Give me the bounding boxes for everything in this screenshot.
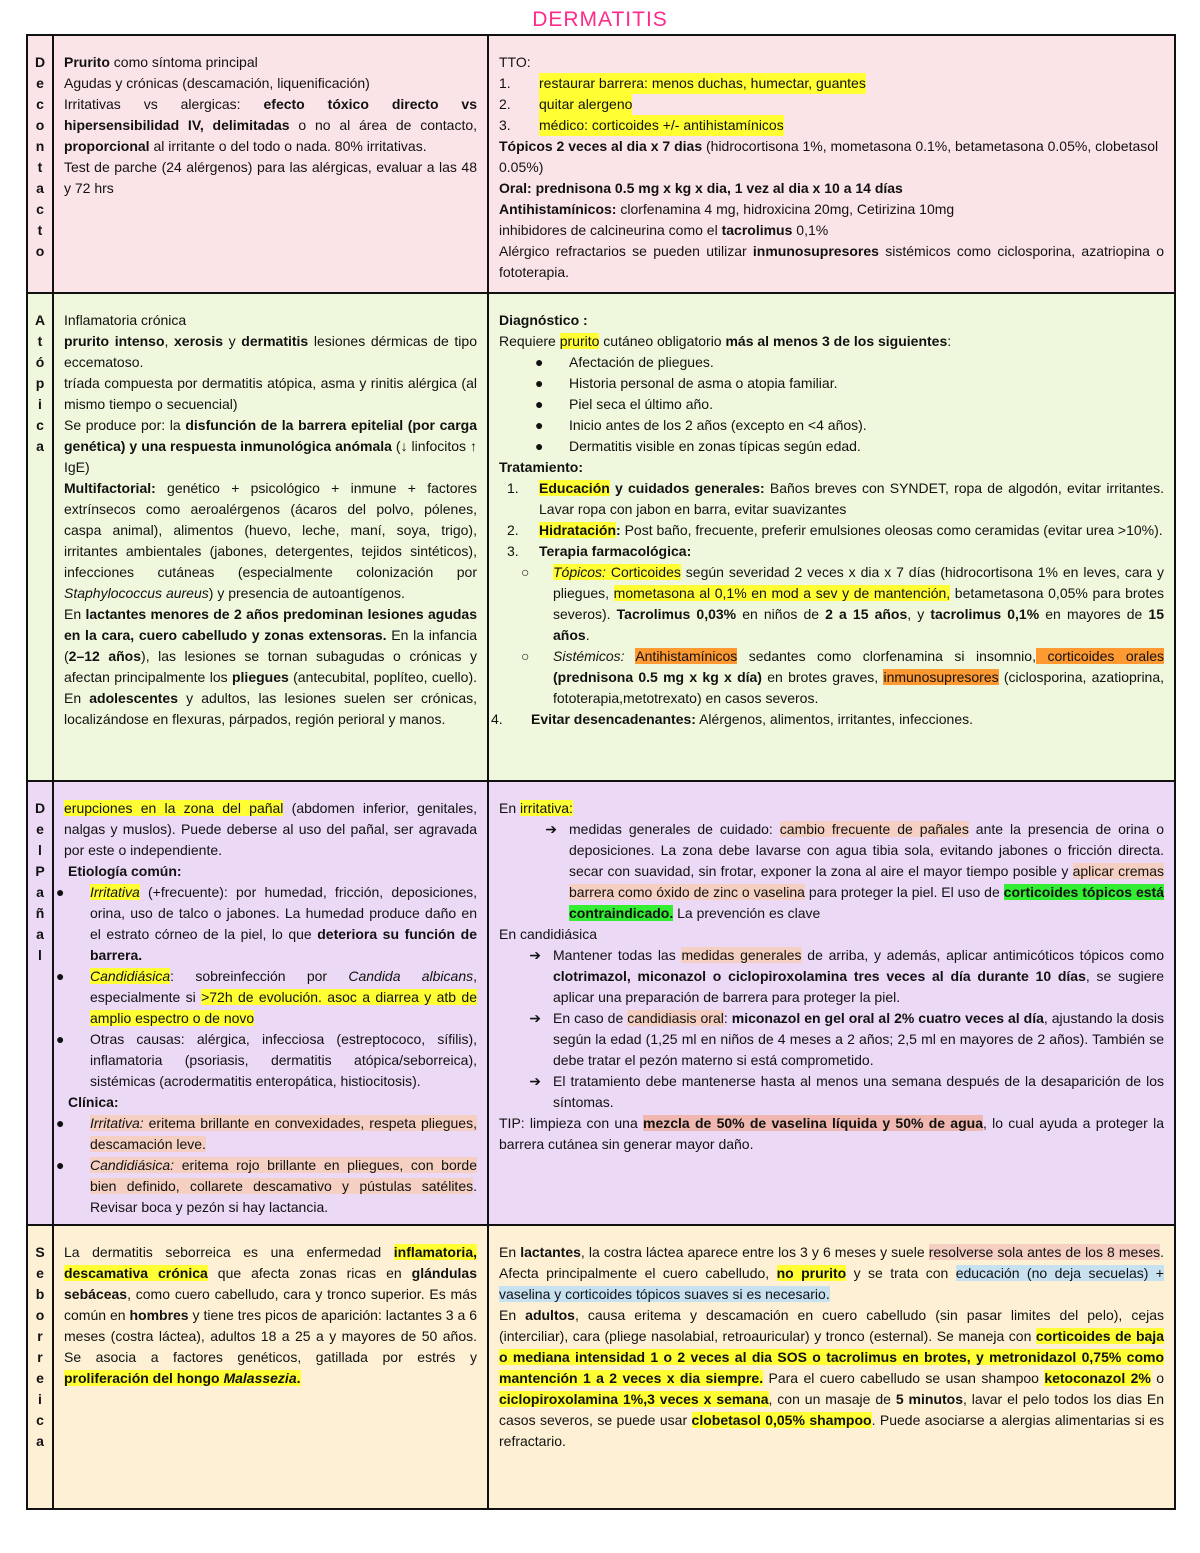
list-item: médico: corticoides +/- antihistamínicos bbox=[539, 115, 784, 136]
text: Irritativa: bbox=[90, 1115, 144, 1131]
label-letter: e bbox=[36, 75, 44, 91]
label-letter: c bbox=[36, 417, 44, 433]
text: clotrimazol, miconazol o ciclopiroxolamina tres veces al día durante 10 días bbox=[553, 968, 1086, 984]
label-letter: b bbox=[35, 1286, 45, 1302]
list-number: 4. bbox=[491, 711, 503, 727]
text: ketoconazol 2% bbox=[1044, 1370, 1151, 1386]
text: según severidad 2 veces x dia x 7 días (hidrocortisona 1% en leves, cara y pliegues, bbox=[553, 564, 1164, 601]
text: Antihistamínicos bbox=[635, 648, 738, 664]
list-number: 3. bbox=[507, 543, 519, 559]
text: , lavar el pelo todos los dias En casos severos, se puede usar bbox=[499, 1391, 1164, 1428]
text: En bbox=[499, 800, 521, 816]
text: lactantes menores de 2 años predominan lesiones agudas en la cara, cuero cabelludo y zonas extensoras. bbox=[64, 606, 477, 643]
label-letter: l bbox=[38, 947, 42, 963]
label-letter: e bbox=[36, 1370, 44, 1386]
text: cambio frecuente de pañales bbox=[779, 821, 969, 837]
list-item: restaurar barrera: menos duchas, humectar, guantes bbox=[539, 73, 866, 94]
list-item: Dermatitis visible en zonas típicas según edad. bbox=[569, 438, 861, 454]
list-number: 1. bbox=[499, 75, 511, 91]
text: lactantes bbox=[520, 1244, 581, 1260]
text: y cuidados generales: bbox=[609, 480, 765, 496]
label-letter: o bbox=[35, 243, 45, 259]
text: hombres bbox=[129, 1307, 189, 1323]
atopica-description bbox=[53, 293, 488, 781]
text: y tiene tres picos de aparición: lactantes 3 a 6 meses (costra láctea), adultos 18 a 25 a y mayores de 50 años. Se asocia a factores genéticos, gatillada por estrés y bbox=[64, 1307, 477, 1365]
text: tacrolimus 0,1% bbox=[930, 606, 1040, 622]
row-seborreica bbox=[27, 1225, 1175, 1509]
circle-bullet-icon: ○ bbox=[521, 648, 530, 664]
text: Se produce por: la bbox=[64, 417, 186, 433]
text: eritema rojo brillante en pliegues, con borde bien definido, collarete descamativo y pústulas satélites bbox=[90, 1157, 477, 1194]
row-label-seborreica bbox=[27, 1225, 53, 1509]
text: Tratamiento: bbox=[499, 459, 584, 475]
text: . Revisar boca y pezón si hay lactancia. bbox=[90, 1178, 477, 1215]
text: prurito bbox=[559, 333, 600, 349]
text: Requiere bbox=[499, 333, 560, 349]
text: Inflamatoria crónica bbox=[64, 312, 187, 328]
label-letter: c bbox=[36, 201, 44, 217]
text: Diagnóstico : bbox=[499, 312, 588, 328]
text: para proteger la piel. El uso de bbox=[804, 884, 1004, 900]
text: sedantes como clorfenamina si insomnio, bbox=[737, 648, 1036, 664]
text: no prurito bbox=[776, 1265, 847, 1281]
text: Oral: prednisona 0.5 mg x kg x dia, 1 vez al dia x 10 a 14 días bbox=[499, 180, 903, 196]
text: más al menos 3 de los siguientes bbox=[725, 333, 948, 349]
bullet-icon: ● bbox=[535, 375, 544, 391]
text: lesiones dérmicas de tipo eccematoso. bbox=[64, 333, 477, 370]
label-letter: a bbox=[36, 926, 44, 942]
label-letter: D bbox=[34, 54, 46, 70]
text: mometasona al 0,1% en mod a sev y de mantención, bbox=[613, 585, 951, 601]
bullet-icon: ● bbox=[56, 1115, 65, 1131]
text: deteriora su función de barrera. bbox=[90, 926, 477, 963]
list-number: 1. bbox=[507, 480, 519, 496]
text: , lo cual ayuda a proteger la barrera cutánea sin generar mayor daño. bbox=[499, 1115, 1165, 1152]
text: 15 años bbox=[553, 606, 1164, 643]
text: (prednisona 0.5 mg x kg x día) bbox=[553, 669, 762, 685]
text: ) y presencia de autoantígenos. bbox=[208, 585, 405, 601]
text: Baños breves con SYNDET, ropa de algodón, evitar irritantes. Lavar ropa con jabon en barra, evitar suavizantes bbox=[539, 480, 1164, 517]
text: y se trata con bbox=[846, 1265, 956, 1281]
label-letter: P bbox=[35, 863, 45, 879]
label-letter: e bbox=[36, 821, 44, 837]
text: proporcional bbox=[64, 138, 150, 154]
label-letter: A bbox=[34, 312, 46, 328]
seborreica-treatment bbox=[488, 1225, 1175, 1509]
text: , con un masaje de bbox=[768, 1391, 896, 1407]
text: adolescentes bbox=[89, 690, 178, 706]
text: La prevención es clave bbox=[673, 905, 821, 921]
text: : bbox=[947, 333, 952, 349]
list-item: Otras causas: alérgica, infecciosa (estreptococo, sífilis), inflamatoria (psoriasis, dermatitis atópica/seborreica), sistémicas (acrodermatitis enteropática, histiocitosis). bbox=[90, 1031, 477, 1089]
text: efecto tóxico directo vs hipersensibilidad IV, delimitadas bbox=[64, 96, 477, 133]
dermatitis-table bbox=[26, 34, 1176, 1510]
text: y bbox=[223, 333, 242, 349]
text: ciclopiroxolamina 1%,3 veces x semana bbox=[499, 1391, 769, 1407]
text: sistémicos como ciclosporina, azatriopina o fototerapia. bbox=[499, 243, 1164, 280]
text: (ciclosporina, azatioprina, fototerapia,metotrexato) en casos severos. bbox=[553, 669, 1165, 706]
label-letter: ó bbox=[35, 354, 45, 370]
text: irritativa: bbox=[520, 800, 573, 816]
text: . bbox=[296, 1370, 301, 1386]
label-letter: t bbox=[37, 333, 43, 349]
text: cutáneo obligatorio bbox=[599, 333, 726, 349]
arrow-right-icon: ➔ bbox=[529, 947, 541, 963]
text: mezcla de 50% de vaselina líquida y 50% de agua bbox=[643, 1115, 983, 1131]
text: al irritante o del todo o nada. 80% irritativas. bbox=[149, 138, 427, 154]
row-contacto bbox=[27, 35, 1175, 293]
text: En bbox=[499, 1244, 521, 1260]
text: corticoides orales bbox=[1035, 648, 1165, 664]
panal-treatment bbox=[488, 781, 1175, 1225]
list-number: 2. bbox=[499, 96, 511, 112]
text: , y bbox=[907, 606, 931, 622]
text: Candida albicans bbox=[348, 968, 474, 984]
text: inflamatoria, descamativa crónica bbox=[64, 1244, 477, 1281]
text: en mayores de bbox=[1039, 606, 1149, 622]
text: corticoides tópicos está contraindicado. bbox=[569, 884, 1164, 921]
text: ), las lesiones se tornan subagudas o crónicas y afectan principalmente los bbox=[64, 648, 477, 685]
text: Hidratación bbox=[539, 522, 617, 538]
text: : bbox=[723, 1010, 732, 1026]
text: Alérgico refractarios se pueden utilizar bbox=[499, 243, 753, 259]
label-letter: c bbox=[36, 1412, 44, 1428]
contacto-description bbox=[53, 35, 488, 293]
arrow-right-icon: ➔ bbox=[529, 1010, 541, 1026]
text: Para el cuero cabelludo se usan shampoo bbox=[763, 1370, 1045, 1386]
text: Corticoides bbox=[605, 564, 681, 580]
text: prurito intenso bbox=[64, 333, 165, 349]
label-letter: a bbox=[36, 884, 44, 900]
text: Terapia farmacológica: bbox=[539, 543, 692, 559]
label-letter: t bbox=[37, 159, 43, 175]
list-item: Afectación de pliegues. bbox=[569, 354, 714, 370]
list-item: El tratamiento debe mantenerse hasta al menos una semana después de la desaparición de los síntomas. bbox=[553, 1073, 1164, 1110]
arrow-right-icon: ➔ bbox=[529, 1073, 541, 1089]
text: : sobreinfección por bbox=[170, 968, 349, 984]
label-letter: t bbox=[37, 222, 43, 238]
bullet-icon: ● bbox=[56, 884, 65, 900]
text: adultos bbox=[525, 1307, 575, 1323]
text: xerosis bbox=[174, 333, 224, 349]
document-title: DERMATITIS bbox=[532, 8, 668, 31]
text: miconazol en gel oral al 2% cuatro veces al día bbox=[731, 1010, 1044, 1026]
label-letter: a bbox=[36, 180, 44, 196]
text: Mantener todas las bbox=[553, 947, 682, 963]
text: 5 minutos bbox=[895, 1391, 963, 1407]
text bbox=[625, 648, 636, 664]
text: betametasona 0,05% para brotes severos). bbox=[553, 585, 1165, 622]
list-item: quitar alergeno bbox=[539, 94, 632, 115]
bullet-icon: ● bbox=[535, 396, 544, 412]
row-atopica bbox=[27, 293, 1175, 781]
text: TIP: limpieza con una bbox=[499, 1115, 644, 1131]
text: que afecta zonas ricas en bbox=[207, 1265, 412, 1281]
text: Educación bbox=[539, 480, 610, 496]
text: Antihistamínicos: bbox=[499, 201, 617, 217]
text: medidas generales bbox=[681, 947, 802, 963]
text: tacrolimus bbox=[721, 222, 793, 238]
row-label-contacto bbox=[27, 35, 53, 293]
text: medidas generales de cuidado: bbox=[569, 821, 780, 837]
text: Alérgenos, alimentos, irritantes, infecciones. bbox=[695, 711, 973, 727]
text: , bbox=[164, 333, 175, 349]
text: Staphylococcus aureus bbox=[64, 585, 209, 601]
text: en niños de bbox=[736, 606, 826, 622]
text: aplicar cremas barrera como óxido de zinc o vaselina bbox=[569, 863, 1164, 900]
text: educación (no deja secuelas) + vaselina y corticoides tópicos suaves si es necesario. bbox=[499, 1265, 1164, 1302]
seborreica-description bbox=[53, 1225, 488, 1509]
text: de arriba, y además, aplicar antimicóticos tópicos como bbox=[801, 947, 1164, 963]
text: Post baño, frecuente, preferir emulsiones oleosas como ceramidas (evitar urea >10%). bbox=[620, 522, 1163, 538]
text: Etiología común: bbox=[68, 863, 182, 879]
list-number: 3. bbox=[499, 117, 511, 133]
text: ante la presencia de orina o deposiciones bbox=[569, 821, 1164, 858]
label-letter: r bbox=[37, 1328, 43, 1344]
text: En la infancia ( bbox=[64, 627, 477, 664]
bullet-icon: ● bbox=[535, 438, 544, 454]
text: >72h de evolución. asoc a diarrea y atb de amplio espectro o de novo bbox=[90, 989, 477, 1026]
atopica-treatment bbox=[488, 293, 1175, 781]
list-number: 2. bbox=[507, 522, 519, 538]
label-letter: i bbox=[38, 396, 42, 412]
label-letter: D bbox=[34, 800, 46, 816]
text: , la costra láctea aparece entre los 3 y 6 meses y suele bbox=[580, 1244, 929, 1260]
arrow-right-icon: ➔ bbox=[545, 821, 557, 837]
row-label-panal bbox=[27, 781, 53, 1225]
text: genético + psicológico + inmune + factores extrínsecos como aeroalérgenos (ácaros del polvo, pólenes, caspa animal), alimentos (huevo, leche, maní, soya, trigo), irritantes ambientales (jabones, detergentes, tejidos sintéticos), infecciones cutáneas (especialmente colonización por bbox=[64, 480, 477, 580]
text: pliegues bbox=[231, 669, 289, 685]
text: (antecubital, poplíteo, cuello). En bbox=[64, 669, 477, 706]
text: Candidiásica: bbox=[90, 1157, 175, 1173]
text: Test de parche (24 alérgenos) para las alérgicas, evaluar a las 48 y 72 hrs bbox=[64, 159, 477, 196]
label-letter: a bbox=[36, 1433, 44, 1449]
list-item: Piel seca el último año. bbox=[569, 396, 713, 412]
text: , como cuero cabelludo, cara y tronco superior. Es más común en bbox=[64, 1286, 477, 1323]
text: clorfenamina 4 mg, hidroxicina 20mg, Cetirizina 10mg bbox=[616, 201, 955, 217]
text: tríada compuesta por dermatitis atópica, asma y rinitis alérgica (al mismo tiempo o secuencial) bbox=[64, 375, 477, 412]
label-letter: e bbox=[36, 1265, 44, 1281]
label-letter: ñ bbox=[35, 905, 45, 921]
text: Candidiásica bbox=[90, 968, 171, 984]
label-letter: n bbox=[35, 138, 45, 154]
text: eritema brillante en convexidades, respeta pliegues, descamación leve. bbox=[90, 1115, 477, 1152]
text: Sistémicos: bbox=[553, 648, 625, 664]
text: , ajustando la dosis según la edad (1,25 ml en niños de 4 meses a 2 años; 2,5 ml en mayores de 2 años). También se debe tratar el pezón materno si está comprometido. bbox=[553, 1010, 1165, 1068]
text: En candidiásica bbox=[499, 926, 598, 942]
label-letter: r bbox=[37, 1349, 43, 1365]
contacto-treatment bbox=[488, 35, 1175, 293]
text: Agudas y crónicas (descamación, liquenificación) bbox=[64, 75, 370, 91]
text: : bbox=[616, 522, 621, 538]
text: clobetasol 0,05% shampoo bbox=[691, 1412, 872, 1428]
text: inmunosupresores bbox=[752, 243, 879, 259]
text: , especialmente si bbox=[90, 968, 478, 1005]
text: disfunción de la barrera epitelial (por carga genética) y una respuesta inmunológica anómala bbox=[64, 417, 477, 454]
text: En bbox=[64, 606, 86, 622]
text: Tópicos 2 veces al dia x 7 dias bbox=[499, 138, 703, 154]
text: dermatitis bbox=[241, 333, 309, 349]
text: . Afecta principalmente el cuero cabelludo, bbox=[499, 1244, 1165, 1281]
text: 2–12 años bbox=[68, 648, 142, 664]
label-letter: S bbox=[35, 1244, 45, 1260]
text: corticoides de baja o mediana intensidad 1 o 2 veces al dia SOS o tacrolimus en brotes, y metronidazol 0,75% como mantención 1 a 2 veces x dia siempre. bbox=[499, 1328, 1164, 1386]
label-letter: o bbox=[35, 117, 45, 133]
text: 2 a 15 años bbox=[825, 606, 908, 622]
text: En bbox=[499, 1307, 526, 1323]
text: Irritativa bbox=[90, 884, 140, 900]
text: o bbox=[1150, 1370, 1165, 1386]
bullet-icon: ● bbox=[535, 417, 544, 433]
text: (hidrocortisona 1%, mometasona 0.1%, betametasona 0.05%, clobetasol 0.05%) bbox=[499, 138, 1159, 175]
text: Tópicos: bbox=[553, 564, 606, 580]
row-panal bbox=[27, 781, 1175, 1225]
text: , se sugiere aplicar una preparación de barrera para proteger la piel. bbox=[553, 968, 1165, 1005]
text: En caso de bbox=[553, 1010, 628, 1026]
row-label-atopica bbox=[27, 293, 53, 781]
text: Multifactorial: bbox=[64, 480, 156, 496]
text: Evitar desencadenantes: bbox=[531, 711, 696, 727]
label-letter: i bbox=[38, 1391, 42, 1407]
text: , causa eritema y descamación en cuero cabelludo (sin pasar limites del pelo), cejas (interciliar), cara (pliege nasolabial, retroauricular) y tronco (esternal). Se maneja con bbox=[499, 1307, 1165, 1344]
text: (+frecuente): por humedad, fricción, deposiciones, orina, uso de talco o jabones. La humedad produce daño en el estrato córneo de la piel, lo que bbox=[90, 884, 477, 942]
text: . bbox=[585, 627, 590, 643]
text: como síntoma principal bbox=[109, 54, 258, 70]
text: Tacrolimus 0,03% bbox=[616, 606, 737, 622]
text: (↓ linfocitos ↑ IgE) bbox=[64, 438, 477, 475]
bullet-icon: ● bbox=[56, 968, 65, 984]
label-letter: o bbox=[35, 1307, 45, 1323]
text: La dermatitis seborreica es una enfermedad bbox=[64, 1244, 394, 1260]
text: Clínica: bbox=[68, 1094, 119, 1110]
label-letter: p bbox=[35, 375, 45, 391]
list-item: Inicio antes de los 2 años (excepto en <4 años). bbox=[569, 417, 867, 433]
bullet-icon: ● bbox=[56, 1157, 65, 1173]
circle-bullet-icon: ○ bbox=[521, 564, 530, 580]
text: en brotes graves, bbox=[761, 669, 884, 685]
text: candidiasis oral bbox=[627, 1010, 724, 1026]
text: Malassezia bbox=[223, 1370, 297, 1386]
text: (abdomen inferior, genitales, nalgas y muslos). Puede deberse al uso del pañal, ser agravada por este o independiente. bbox=[64, 800, 477, 858]
label-letter: a bbox=[36, 438, 44, 454]
text: o no al área de contacto, bbox=[289, 117, 478, 133]
label-letter: l bbox=[38, 842, 42, 858]
text: . Puede asociarse a alergias alimentarias si es refractario. bbox=[499, 1412, 1164, 1449]
text: proliferación del hongo bbox=[64, 1370, 224, 1386]
list-item: Historia personal de asma o atopia familiar. bbox=[569, 375, 838, 391]
text: Irritativas vs alergicas: bbox=[64, 96, 264, 112]
text: inhibidores de calcineurina como el bbox=[499, 222, 722, 238]
text: . La zona debe lavarse con agua tibia sola, evitando jabones o fricción directa. secar con suavidad, sin frotar, exponer la zona al aire el mayor tiempo posible y bbox=[569, 842, 1164, 879]
bullet-icon: ● bbox=[56, 1031, 65, 1047]
text: 0,1% bbox=[792, 222, 829, 238]
text: TTO: bbox=[499, 54, 531, 70]
text: erupciones en la zona del pañal bbox=[64, 800, 284, 816]
text: Prurito bbox=[64, 54, 110, 70]
label-letter: c bbox=[36, 96, 44, 112]
text: y adultos, las lesiones suelen ser crónicas, localizándose en flexuras, párpados, región perioral y manos. bbox=[64, 690, 477, 727]
panal-description bbox=[53, 781, 488, 1225]
text: resolverse sola antes de los 8 meses bbox=[928, 1244, 1161, 1260]
text: glándulas sebáceas bbox=[64, 1265, 477, 1302]
bullet-icon: ● bbox=[535, 354, 544, 370]
text: inmunosupresores bbox=[883, 669, 999, 685]
